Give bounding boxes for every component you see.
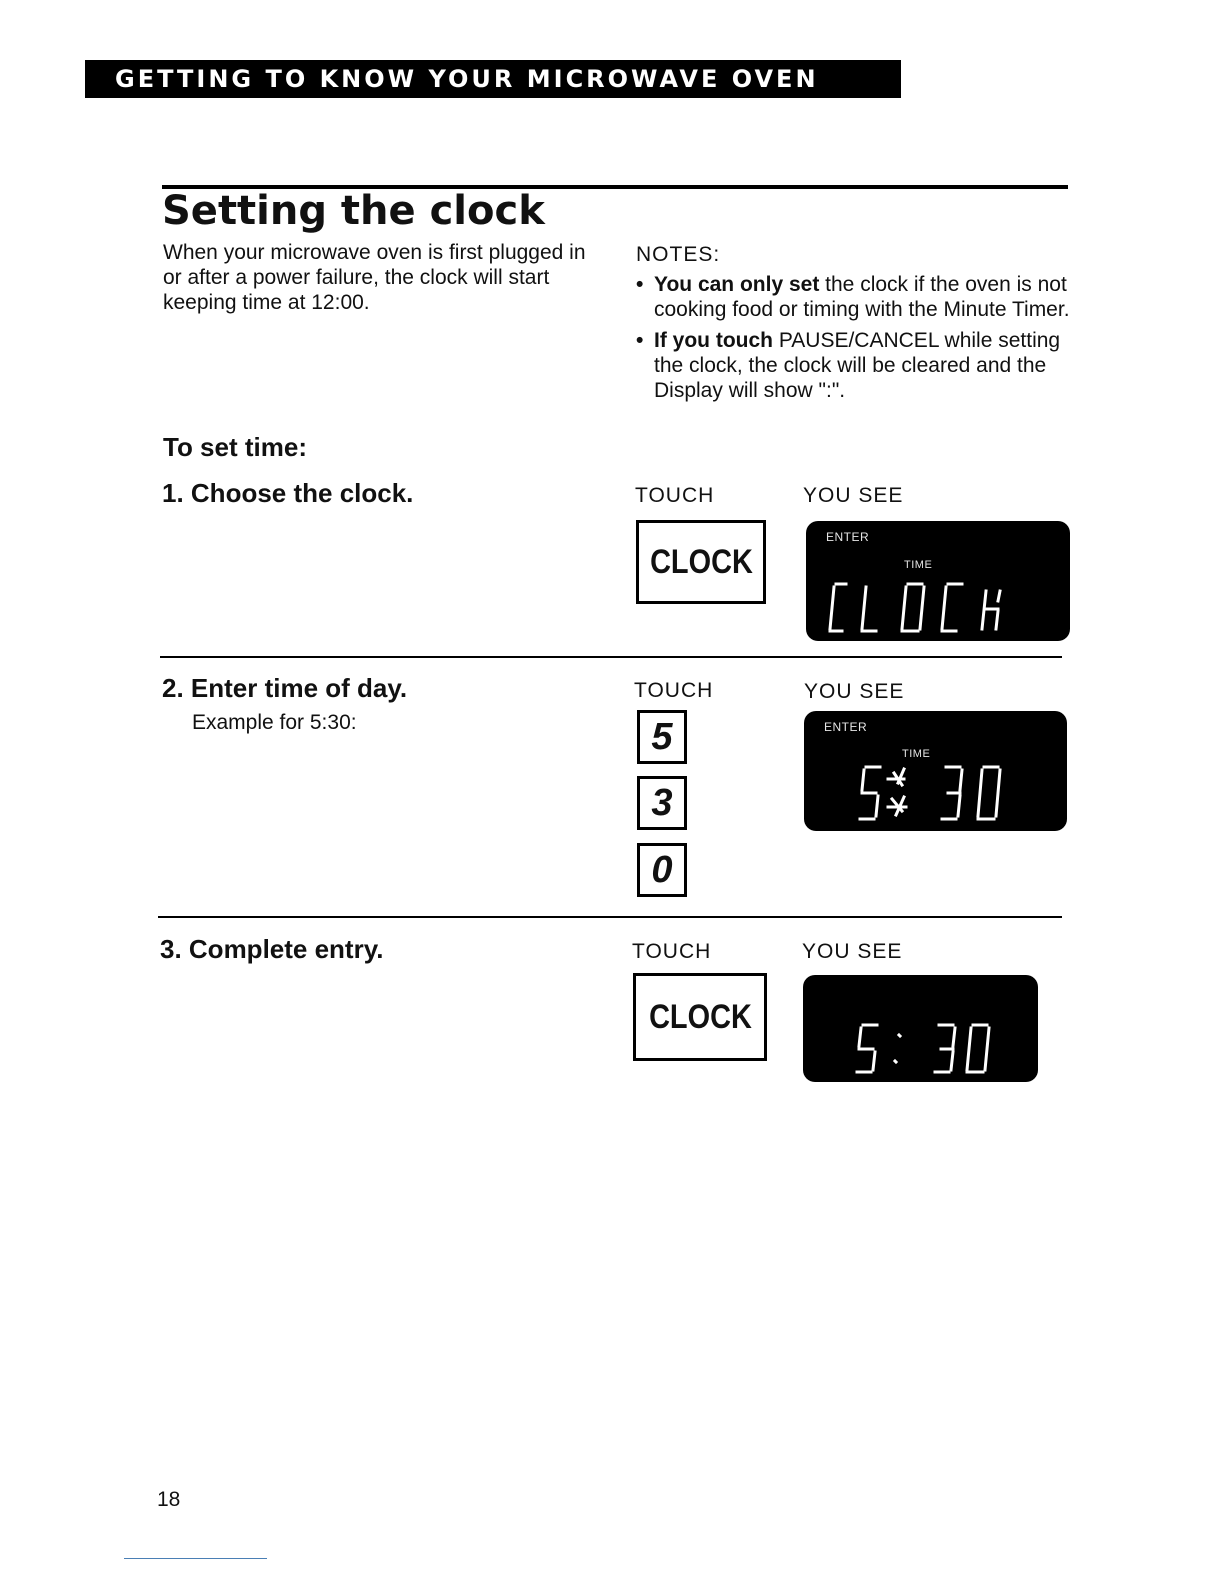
page-number: 18 xyxy=(157,1488,181,1511)
step-divider xyxy=(158,916,1062,918)
page-title: Setting the clock xyxy=(162,188,545,234)
you-see-label: YOU SEE xyxy=(804,680,905,703)
display-segments xyxy=(803,975,1038,1082)
notes-heading: NOTES: xyxy=(636,243,721,266)
step-2-title: 2. Enter time of day. xyxy=(162,673,408,703)
intro-paragraph: When your microwave oven is first plugged in or after a power failure, the clock will start keeping time at 12:00. xyxy=(163,241,586,314)
step-1-title: 1. Choose the clock. xyxy=(162,478,414,508)
clock-key[interactable] xyxy=(633,973,767,1061)
note-item xyxy=(636,272,1076,322)
display-segments xyxy=(804,711,1067,831)
digit-key-label: 3 xyxy=(651,781,673,824)
step-3-title: 3. Complete entry. xyxy=(160,934,384,964)
display-time-indicator: TIME xyxy=(902,748,931,760)
you-see-label: YOU SEE xyxy=(803,484,904,507)
time-segment-readout xyxy=(803,975,1038,1082)
digit-3-key[interactable] xyxy=(637,776,687,830)
display-enter-indicator: ENTER xyxy=(824,720,868,734)
clock-key-label: CLOCK xyxy=(648,997,752,1036)
display-panel xyxy=(803,975,1038,1082)
notes-list xyxy=(636,272,1076,409)
digit-5-key[interactable] xyxy=(637,710,687,764)
touch-label: TOUCH xyxy=(634,679,714,702)
display-panel xyxy=(806,521,1070,641)
display-segments xyxy=(806,521,1070,641)
note-bold: You can only set xyxy=(654,273,820,296)
section-header-band: GETTING TO KNOW YOUR MICROWAVE OVEN xyxy=(85,60,901,98)
digit-0-key[interactable] xyxy=(637,843,687,897)
digit-key-label: 0 xyxy=(651,848,673,891)
clock-key-label: CLOCK xyxy=(649,542,753,581)
clock-segment-readout xyxy=(806,521,1070,641)
display-time-indicator: TIME xyxy=(904,559,933,571)
bullet-icon: • xyxy=(636,273,644,296)
touch-label: TOUCH xyxy=(635,484,715,507)
display-enter-indicator: ENTER xyxy=(826,530,870,544)
clock-key[interactable] xyxy=(636,520,766,604)
note-item xyxy=(636,328,1076,403)
display-panel xyxy=(804,711,1067,831)
note-bold: If you touch xyxy=(654,329,773,352)
digit-key-label: 5 xyxy=(651,715,673,758)
footer-rule xyxy=(124,1558,267,1559)
note-text: the clock if the oven is not cooking food or timing with the Minute Timer. xyxy=(654,273,1070,321)
to-set-time-heading: To set time: xyxy=(163,432,307,462)
note-text: PAUSE/CANCEL while setting the clock, the clock will be cleared and the Display will show ":". xyxy=(654,329,1061,402)
step-2-example: Example for 5:30: xyxy=(192,711,357,734)
step-divider xyxy=(160,656,1062,658)
you-see-label: YOU SEE xyxy=(802,940,903,963)
time-segment-readout xyxy=(804,711,1067,831)
bullet-icon: • xyxy=(636,329,644,352)
touch-label: TOUCH xyxy=(632,940,712,963)
